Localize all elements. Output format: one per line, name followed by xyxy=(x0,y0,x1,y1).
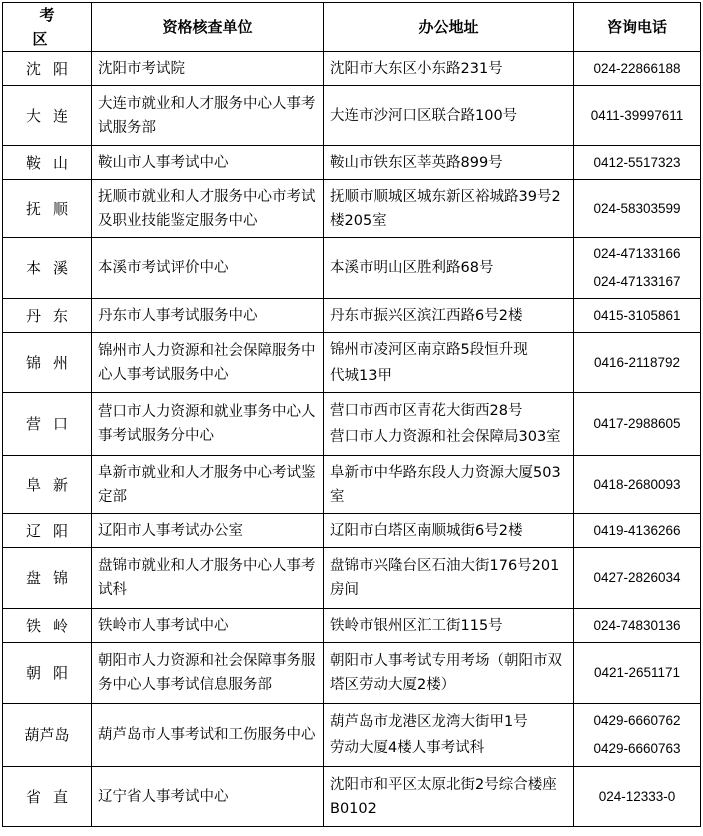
table-body xyxy=(3,52,701,827)
cell-area: 盘锦 xyxy=(3,548,92,609)
table-row xyxy=(3,767,701,827)
address-line: 营口市人力资源和社会保障局303室 xyxy=(330,429,561,445)
address-line: 鞍山市铁东区莘英路899号 xyxy=(330,154,503,171)
cell-unit: 抚顺市就业和人才服务中心市考试及职业技能鉴定服务中心 xyxy=(92,180,324,238)
table-row xyxy=(3,514,701,548)
header-unit: 资格核查单位 xyxy=(92,3,324,52)
cell-phone xyxy=(574,180,701,238)
phone-number: 0417-2988605 xyxy=(593,416,681,431)
cell-phone xyxy=(574,514,701,548)
cell-area: 沈阳 xyxy=(3,52,92,86)
phone-number: 024-74830136 xyxy=(593,617,681,633)
address-line: 营口市西市区青花大街西28号 xyxy=(330,403,523,419)
cell-phone xyxy=(574,456,701,514)
cell-area: 辽阳 xyxy=(3,514,92,548)
address-line: 沈阳市大东区小东路231号 xyxy=(330,60,503,77)
address-line: 辽阳市白塔区南顺城街6号2楼 xyxy=(330,522,523,539)
cell-address xyxy=(324,548,574,609)
cell-area: 抚顺 xyxy=(3,180,92,238)
cell-unit: 朝阳市人力资源和社会保障事务服务中心人事考试信息服务部 xyxy=(92,643,324,704)
cell-phone xyxy=(574,393,701,456)
phone-number: 0429-6660763 xyxy=(593,741,681,756)
address-line: 抚顺市顺城区城东新区裕城路39号2楼205室 xyxy=(330,188,561,229)
address-line: 朝阳市人事考试专用考场（朝阳市双塔区劳动大厦2楼） xyxy=(330,653,562,693)
phone-number: 0427-2826034 xyxy=(593,570,681,585)
cell-phone xyxy=(574,52,701,86)
cell-area: 葫芦岛 xyxy=(3,704,92,767)
address-line: 沈阳市和平区太原北街2号综合楼座B0102 xyxy=(330,776,557,817)
phone-number: 0429-6660762 xyxy=(593,713,681,728)
phone-number: 0418-2680093 xyxy=(593,476,681,492)
cell-phone xyxy=(574,548,701,609)
address-line: 丹东市振兴区滨江西路6号2楼 xyxy=(330,307,523,324)
cell-phone xyxy=(574,704,701,767)
address-line: 本溪市明山区胜利路68号 xyxy=(330,260,494,276)
table-header-row xyxy=(3,3,701,52)
phone-number: 024-58303599 xyxy=(593,200,681,216)
cell-area: 鞍山 xyxy=(3,146,92,180)
address-line: 葫芦岛市龙港区龙湾大街甲1号 xyxy=(330,714,528,730)
cell-address xyxy=(324,238,574,299)
cell-unit: 鞍山市人事考试中心 xyxy=(92,146,324,180)
phone-number: 0415-3105861 xyxy=(593,307,681,323)
exam-contact-table xyxy=(2,2,701,827)
cell-address xyxy=(324,52,574,86)
table-row xyxy=(3,333,701,393)
phone-number: 0411-39997611 xyxy=(590,107,684,123)
phone-number: 024-22866188 xyxy=(593,60,681,76)
cell-unit: 丹东市人事考试服务中心 xyxy=(92,299,324,333)
cell-address xyxy=(324,609,574,643)
phone-number: 0419-4136266 xyxy=(593,522,681,538)
table-row xyxy=(3,548,701,609)
table-row xyxy=(3,643,701,704)
cell-address xyxy=(324,86,574,146)
cell-area: 铁岭 xyxy=(3,609,92,643)
table-row xyxy=(3,180,701,238)
cell-area: 省直 xyxy=(3,767,92,827)
cell-phone xyxy=(574,238,701,299)
address-line: 阜新市中华路东段人力资源大厦503室 xyxy=(330,464,561,505)
table-row xyxy=(3,238,701,299)
table-row xyxy=(3,299,701,333)
table-row xyxy=(3,52,701,86)
cell-unit: 盘锦市就业和人才服务中心人事考试科 xyxy=(92,548,324,609)
table-row xyxy=(3,609,701,643)
cell-address xyxy=(324,299,574,333)
cell-unit: 辽宁省人事考试中心 xyxy=(92,767,324,827)
cell-area: 丹东 xyxy=(3,299,92,333)
cell-area: 营口 xyxy=(3,393,92,456)
cell-unit: 大连市就业和人才服务中心人事考试服务部 xyxy=(92,86,324,146)
cell-phone xyxy=(574,86,701,146)
phone-number: 024-12333-0 xyxy=(598,788,676,804)
cell-address xyxy=(324,767,574,827)
address-line: 盘锦市兴隆台区石油大街176号201房间 xyxy=(330,558,560,598)
cell-unit: 锦州市人力资源和社会保障服务中心人事考试服务中心 xyxy=(92,333,324,393)
cell-unit: 营口市人力资源和就业事务中心人事考试服务分中心 xyxy=(92,393,324,456)
phone-number: 0421-2651171 xyxy=(593,665,681,680)
cell-address xyxy=(324,704,574,767)
cell-area: 大连 xyxy=(3,86,92,146)
address-line: 代城13甲 xyxy=(330,367,392,384)
phone-number: 024-47133167 xyxy=(593,274,681,289)
cell-area: 阜新 xyxy=(3,456,92,514)
phone-number: 024-47133166 xyxy=(593,246,681,261)
cell-area: 朝阳 xyxy=(3,643,92,704)
cell-area: 本溪 xyxy=(3,238,92,299)
cell-phone xyxy=(574,333,701,393)
cell-unit: 本溪市考试评价中心 xyxy=(92,238,324,299)
address-line: 锦州市凌河区南京路5段恒升现 xyxy=(330,341,528,358)
phone-number: 0416-2118792 xyxy=(593,354,681,370)
address-line: 劳动大厦4楼人事考试科 xyxy=(330,740,485,756)
address-line: 铁岭市银州区汇工街115号 xyxy=(330,617,503,634)
cell-unit: 铁岭市人事考试中心 xyxy=(92,609,324,643)
table-row xyxy=(3,86,701,146)
table-row xyxy=(3,456,701,514)
cell-address xyxy=(324,180,574,238)
cell-address xyxy=(324,514,574,548)
cell-unit: 沈阳市考试院 xyxy=(92,52,324,86)
cell-address xyxy=(324,456,574,514)
cell-unit: 辽阳市人事考试办公室 xyxy=(92,514,324,548)
cell-phone xyxy=(574,299,701,333)
cell-address xyxy=(324,333,574,393)
table-row xyxy=(3,704,701,767)
header-area: 考 区 xyxy=(3,3,92,52)
cell-area: 锦州 xyxy=(3,333,92,393)
cell-phone xyxy=(574,643,701,704)
address-line: 大连市沙河口区联合路100号 xyxy=(330,107,518,124)
cell-unit: 葫芦岛市人事考试和工伤服务中心 xyxy=(92,704,324,767)
table-row xyxy=(3,393,701,456)
table-row xyxy=(3,146,701,180)
cell-unit: 阜新市就业和人才服务中心考试鉴定部 xyxy=(92,456,324,514)
cell-phone xyxy=(574,609,701,643)
header-phone: 咨询电话 xyxy=(574,3,701,52)
cell-phone xyxy=(574,146,701,180)
phone-number: 0412-5517323 xyxy=(593,154,681,170)
header-address: 办公地址 xyxy=(324,3,574,52)
cell-address xyxy=(324,146,574,180)
cell-phone xyxy=(574,767,701,827)
cell-address xyxy=(324,643,574,704)
cell-address xyxy=(324,393,574,456)
